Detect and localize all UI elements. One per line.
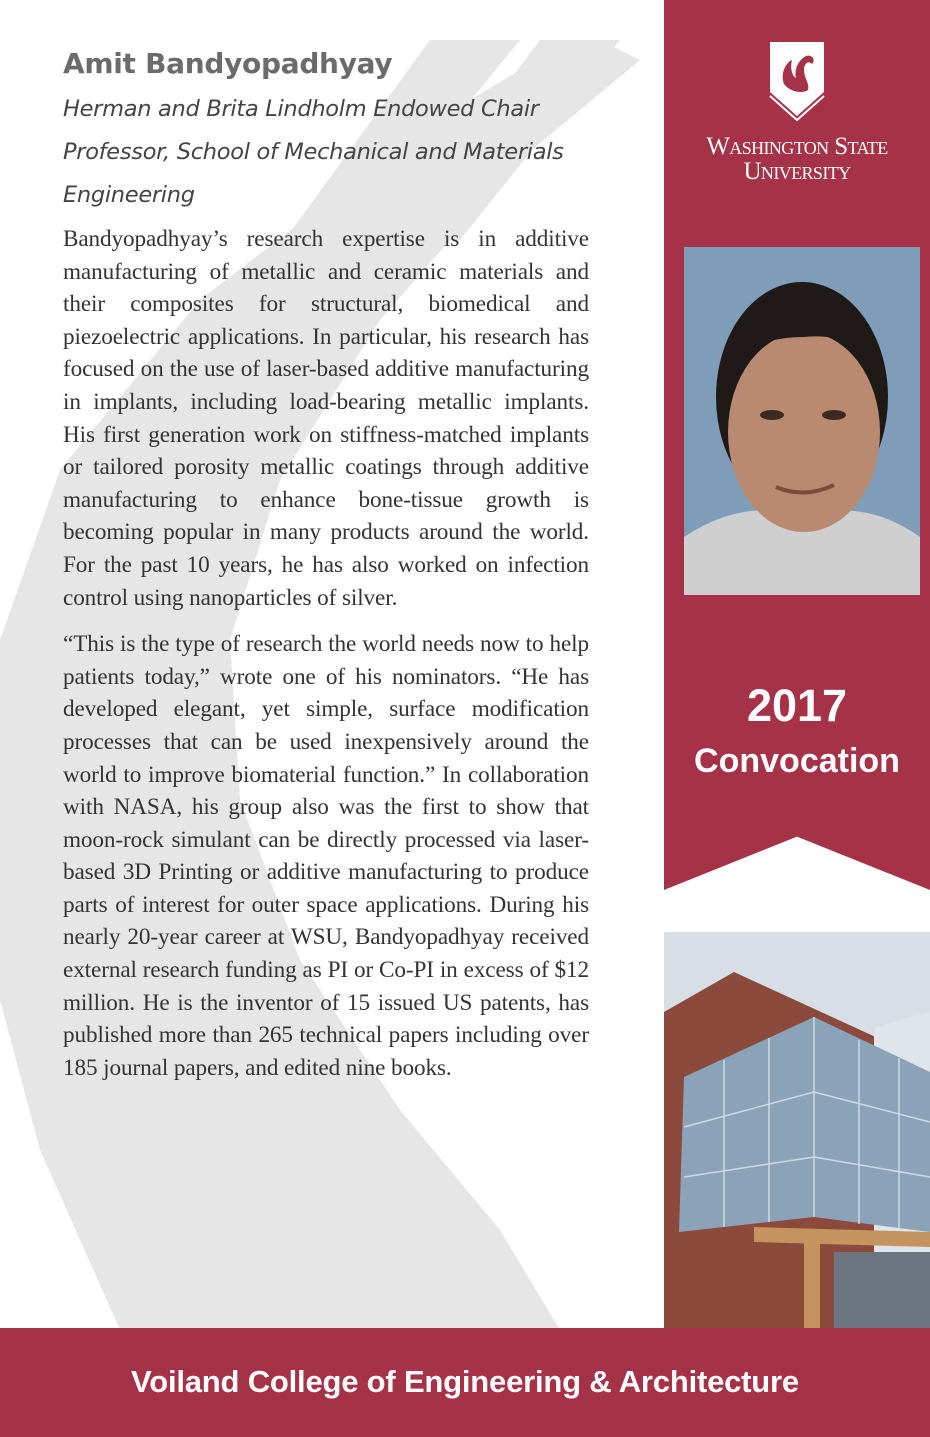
building-photo	[664, 932, 930, 1330]
logo-line-2: University	[743, 158, 851, 185]
sidebar-panel	[664, 0, 930, 1330]
event-name: Convocation	[694, 742, 900, 780]
logo-line-1: Washington State	[706, 133, 888, 160]
cougar-shield-icon	[766, 40, 828, 122]
college-name: Voiland College of Engineering & Architecture	[131, 1364, 799, 1399]
event-year: 2017	[746, 680, 848, 731]
bio-paragraph-1: Bandyopadhyay’s research expertise is in additive manufacturing of metallic and ceramic materials and their composites for structural, biomedical and piezoelectric applications. In particular, his research has focused on the use of laser-based additive manufacturing in implants, including load-bearing metallic implants. His first generation work on stiffness-matched implants or tailored porosity metallic coatings through additive manufacturing to enhance bone-tissue growth is becoming popular in many products around the world. For the past 10 years, he has also worked on infection control using nanoparticles of silver.	[63, 226, 589, 611]
portrait-photo	[684, 247, 920, 595]
footer-banner	[0, 1328, 930, 1437]
bio-paragraph-2: “This is the type of research the world needs now to help patients today,” wrote one of his nominators. “He has developed elegant, yet simple, surface modification processes that can be used inexpensively around the world to improve biomaterial function.” In collaboration with NASA, his group also was the first to show that moon-rock simulant can be directly processed via laser-based 3D Printing or additive manufacturing to produce parts of interest for outer space applications. During his nearly 20-year career at WSU, Bandyopadhyay received external research funding as PI or Co-PI in excess of $12 million. He is the inventor of 15 issued US patents, has published more than 265 technical papers including over 185 journal papers, and edited nine books.	[63, 631, 589, 1081]
profile-content	[63, 42, 589, 1084]
person-name: Amit Bandyopadhyay	[63, 47, 393, 80]
person-title: Herman and Brita Lindholm Endowed Chair Professor, School of Mechanical and Materials Engineering	[63, 96, 564, 208]
wsu-logo	[664, 40, 930, 184]
